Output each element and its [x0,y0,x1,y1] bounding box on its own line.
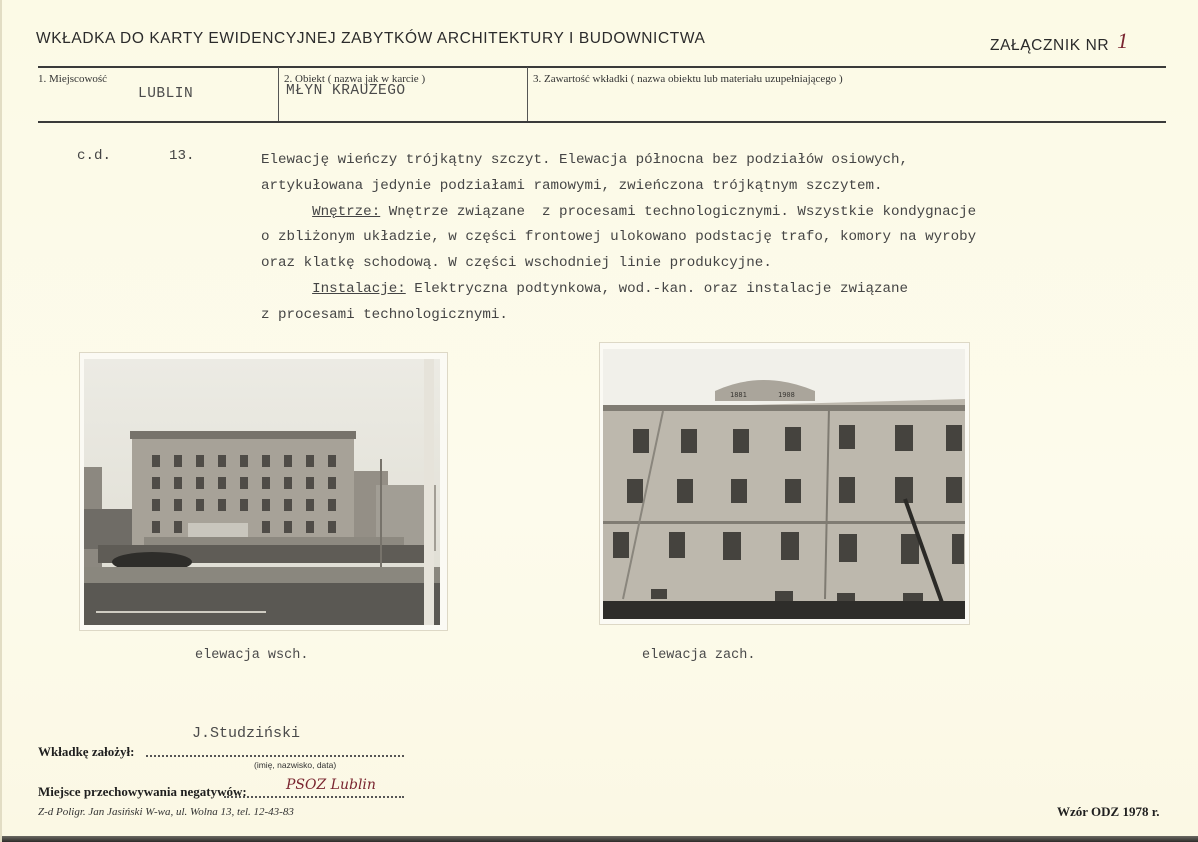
photo-east-caption: elewacja wsch. [195,648,309,663]
text-line: z procesami technologicznymi. [261,306,508,323]
author-label: Wkładkę założył: [38,744,135,759]
object-label: 2. Obiekt ( nazwa jak w karcie ) [284,73,426,85]
interior-heading: Wnętrze: [312,203,381,220]
photo-west-caption: elewacja zach. [642,648,756,663]
photo-east-elevation [84,359,440,625]
installations-paragraph [261,277,1161,303]
text-line: artykułowana jedynie podziałami ramowymi, zwieńczona trójkątnym szczytem. [261,177,883,194]
text-line: Elektryczna podtynkowa, wod.-kan. oraz instalacje związane [405,280,909,297]
photo-east-frame [80,353,447,630]
field-divider-1 [278,67,279,121]
locality-label: 1. Miejscowość [38,73,108,85]
continuation-mark: c.d. [77,148,112,164]
object-value: MŁYN KRAUZEGO [286,83,406,99]
annex-number: 1 [1117,28,1129,53]
field-divider-2 [527,67,528,121]
svg-text:1908: 1908 [778,391,795,399]
annex-label-text: ZAŁĄCZNIK NR [990,37,1110,54]
description-text [261,148,1161,329]
negatives-label: Miejsce przechowywania negatywów: [38,784,247,799]
section-number: 13. [169,148,195,164]
author-value: J.Studziński [192,725,301,742]
text-line: Elewację wieńczy trójkątny szczyt. Elewacja północna bez podziałów osiowych, [261,152,909,168]
header-rule-bottom [38,121,1166,123]
interior-paragraph [261,200,1161,226]
text-line: oraz klatkę schodową. W części wschodniej linie produkcyjne. [261,255,772,272]
form-model: Wzór ODZ 1978 r. [1057,804,1160,819]
west-elevation-image [603,349,965,619]
photo-west-frame [600,343,969,624]
east-elevation-image [84,359,440,625]
negatives-value: PSOZ Lublin [286,777,376,793]
photo-west-elevation [603,349,965,619]
author-dotted-line [146,755,404,757]
negatives-dotted-line [224,796,404,798]
document-title: WKŁADKA DO KARTY EWIDENCYJNEJ ZABYTKÓW ARCHITEKTURY I BUDOWNICTWA [36,30,706,47]
scan-edge [2,836,1198,842]
header-rule-top [38,66,1166,68]
text-line: o zbliżonym układzie, w części frontowej ulokowano podstację trafo, komory na wyroby [261,229,977,246]
contents-label: 3. Zawartość wkładki ( nazwa obiektu lub materiału uzupełniającego ) [533,73,843,85]
svg-text:1881: 1881 [730,391,747,399]
annex-label [990,30,1129,56]
text-line: Wnętrze związane z procesami technologicznymi. Wszystkie kondygnacje [380,203,977,220]
author-hint: (imię, nazwisko, data) [254,760,337,770]
printer-imprint: Z-d Poligr. Jan Jasiński W-wa, ul. Wolna 13, tel. 12-43-83 [38,806,294,818]
installations-heading: Instalacje: [312,280,406,297]
locality-value: LUBLIN [138,86,194,102]
